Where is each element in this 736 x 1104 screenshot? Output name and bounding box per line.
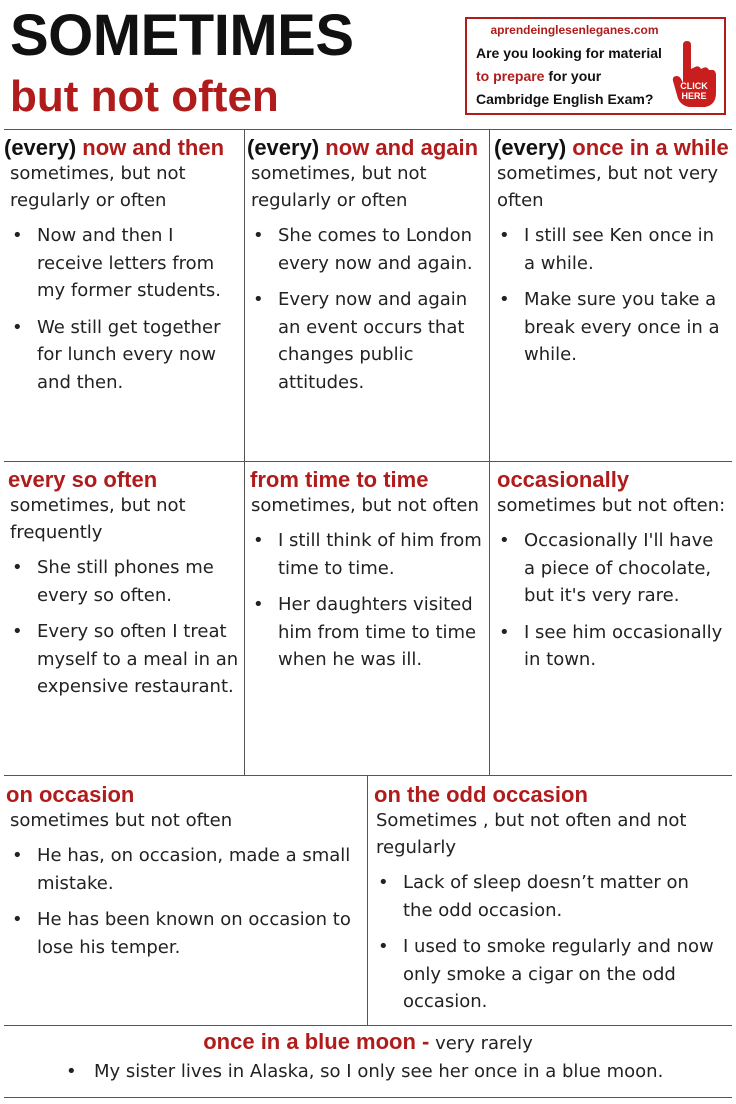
phrase-title: (every) once in a while [494, 135, 729, 160]
page-subtitle: but not often [10, 72, 279, 121]
ad-line-2-red: to prepare [476, 68, 545, 84]
example-item: • Lack of sleep doesn’t matter on the odd occasion. [376, 869, 724, 924]
cambridge-ad-banner[interactable] [465, 17, 726, 115]
phrase-title: (every) now and then [4, 135, 225, 160]
example-item: • Every so often I treat myself to a meal in an expensive restaurant. [10, 618, 240, 701]
cell-now-and-then [4, 134, 240, 405]
phrase-title: on the odd occasion [374, 782, 588, 807]
grid-divider [489, 129, 490, 775]
phrase-definition: sometimes, but not regularly or often [251, 163, 427, 211]
ad-click-label[interactable]: CLICK HERE [680, 81, 708, 101]
example-item: • He has been known on occasion to lose his temper. [10, 906, 361, 961]
example-item: • We still get together for lunch every now and then. [10, 314, 240, 397]
phrase-definition: sometimes, but not frequently [10, 495, 186, 543]
example-item: • I used to smoke regularly and now only smoke a cigar on the odd occasion. [376, 933, 724, 1016]
grid-divider [4, 775, 732, 776]
example-item: • I still see Ken once in a while. [497, 222, 730, 277]
phrase-title: on occasion [6, 782, 135, 807]
example-item: • Occasionally I'll have a piece of chocolate, but it's very rare. [497, 527, 730, 610]
cell-once-in-a-blue-moon [0, 1028, 736, 1086]
phrase-definition: sometimes, but not regularly or often [10, 163, 186, 211]
ad-line-3: Cambridge English Exam? [476, 91, 654, 107]
cell-on-the-odd-occasion [374, 781, 724, 1025]
example-item: • Now and then I receive letters from my former students. [10, 222, 240, 305]
cell-from-time-to-time [250, 466, 485, 683]
cell-occasionally [497, 466, 730, 683]
phrase-title: (every) now and again [247, 135, 479, 160]
cell-now-and-again [247, 134, 485, 405]
page-title: SOMETIMES [10, 3, 354, 68]
example-item: • My sister lives in Alaska, so I only see her once in a blue moon. [94, 1058, 736, 1086]
ad-line-2-rest: for your [544, 68, 602, 84]
grid-divider [367, 775, 368, 1025]
ad-line-1: Are you looking for material [476, 45, 662, 61]
phrase-title: every so often [8, 467, 158, 492]
grid-divider [4, 1025, 732, 1026]
example-item: • He has, on occasion, made a small mistake. [10, 842, 361, 897]
grid-divider [244, 129, 245, 775]
ad-line-2 [476, 68, 601, 84]
phrase-title: occasionally [497, 467, 630, 492]
phrase-definition: sometimes but not often: [497, 495, 726, 516]
cell-every-so-often [8, 466, 240, 710]
phrase-definition: sometimes, but not very often [497, 163, 719, 211]
example-item: • Make sure you take a break every once in a while. [497, 286, 730, 369]
ad-site[interactable]: aprendeinglesenleganes.com [490, 23, 659, 37]
grid-divider [4, 461, 732, 462]
example-item: • She still phones me every so often. [10, 554, 240, 609]
example-item: • Every now and again an event occurs that changes public attitudes. [251, 286, 485, 396]
phrase-definition: Sometimes , but not often and not regularly [376, 810, 687, 858]
example-item: • She comes to London every now and again. [251, 222, 485, 277]
example-item: • I see him occasionally in town. [497, 619, 730, 674]
phrase-title: from time to time [250, 467, 429, 492]
grid-divider [4, 129, 732, 130]
phrase-title: once in a blue moon - very rarely [203, 1029, 533, 1054]
cell-on-occasion [6, 781, 361, 970]
example-item: • I still think of him from time to time. [251, 527, 485, 582]
phrase-definition: sometimes but not often [10, 810, 233, 831]
example-item: • Her daughters visited him from time to time when he was ill. [251, 591, 485, 674]
grid-divider [4, 1097, 732, 1098]
cell-once-in-a-while [494, 134, 730, 378]
phrase-definition: sometimes, but not often [251, 495, 479, 516]
